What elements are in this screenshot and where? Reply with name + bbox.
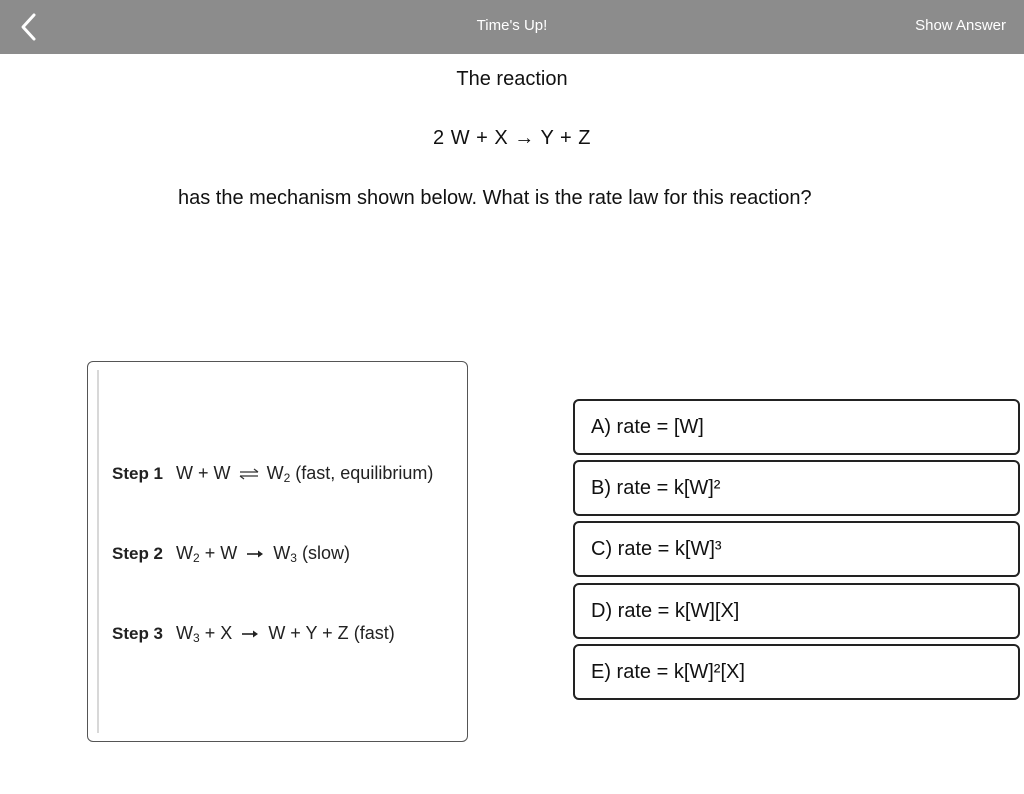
question-prompt: has the mechanism shown below. What is the rate law for this reaction?: [178, 187, 812, 209]
choice-label: B) rate = k[W]²: [591, 477, 721, 499]
answer-choice-a[interactable]: [573, 399, 1020, 455]
timer-status-title: Time's Up!: [476, 17, 548, 34]
right-arrow-icon: [241, 629, 259, 639]
choice-label: C) rate = k[W]³: [591, 538, 722, 560]
mechanism-step-3: [112, 623, 395, 645]
step-label: Step 3: [112, 624, 164, 643]
panel-divider: [97, 370, 99, 733]
step-product: $W_3$: [273, 543, 297, 565]
step-products: W + Y + Z: [268, 623, 349, 643]
equilibrium-arrows-icon: [238, 468, 260, 480]
step-note: (fast): [353, 623, 395, 643]
choice-label: E) rate = k[W]²[X]: [591, 661, 745, 683]
right-arrow-icon: [246, 549, 264, 559]
step-reactant-rest: + X: [204, 623, 233, 643]
step-reactant: $W_2$: [176, 543, 200, 565]
top-bar: [0, 0, 1024, 54]
choice-label: D) rate = k[W][X]: [591, 600, 740, 622]
answer-choice-d[interactable]: [573, 583, 1020, 639]
answer-choice-c[interactable]: [573, 521, 1020, 577]
mechanism-step-2: [112, 543, 350, 565]
question-intro: The reaction: [456, 68, 568, 90]
mechanism-step-1: [112, 463, 433, 485]
step-product: $W_2$: [266, 463, 291, 485]
step-label: Step 2: [112, 544, 164, 563]
answer-choice-b[interactable]: [573, 460, 1020, 516]
step-reactants: W + W: [176, 463, 231, 483]
show-answer-button[interactable]: Show Answer: [915, 17, 1006, 34]
choice-label: A) rate = [W]: [591, 416, 704, 438]
step-label: Step 1: [112, 464, 164, 483]
step-reactant: $W_3$: [176, 623, 200, 645]
mechanism-panel: [87, 361, 468, 742]
step-reactant-rest: + W: [204, 543, 238, 563]
step-note: (fast, equilibrium): [295, 463, 434, 483]
answer-choice-e[interactable]: [573, 644, 1020, 700]
overall-reaction-equation: 2 W + X → Y + Z: [433, 127, 591, 149]
step-note: (slow): [302, 543, 350, 563]
